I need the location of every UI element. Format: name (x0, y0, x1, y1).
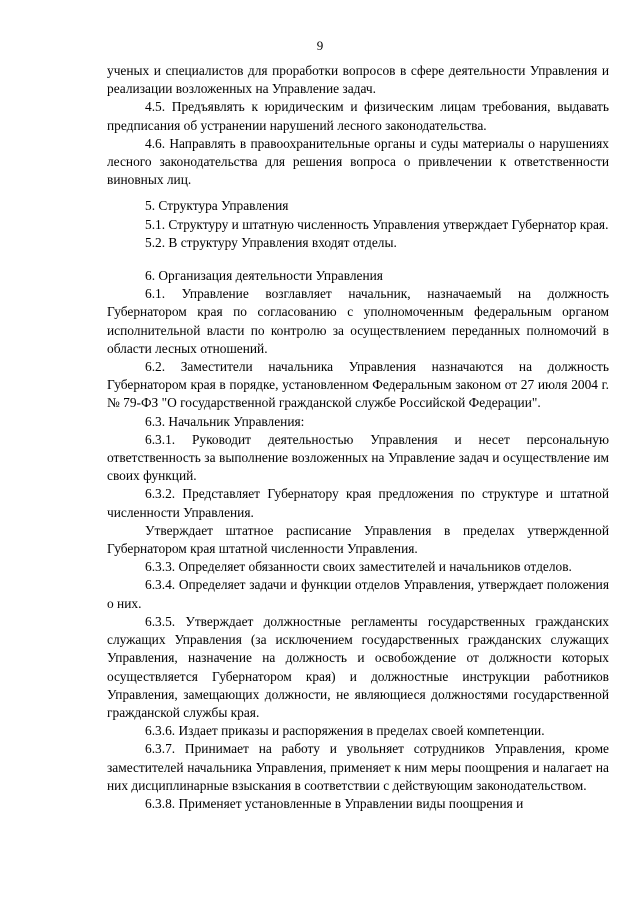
paragraph-6-3-1: 6.3.1. Руководит деятельностью Управления и несет персональную ответственность за выполнение возложенных на Управление задач и осуществление им своих функций. (107, 431, 609, 484)
paragraph-6-3-7: 6.3.7. Принимает на работу и увольняет сотрудников Управления, кроме заместителей начальника Управления, применяет к ним меры поощрения и налагает на них дисциплинарные взыскания в соответствии с действующим законодательством. (107, 741, 609, 793)
paragraph-6-3: 6.3. Начальник Управления: (145, 413, 305, 429)
paragraph-5-1: 5.1. Структуру и штатную численность Управления утверждает Губернатор края. (145, 216, 609, 232)
paragraph-4-5: 4.5. Предъявлять к юридическим и физическим лицам требования, выдавать предписания об устранении нарушений лесного законодательства. (107, 99, 609, 133)
section-heading-5: 5. Структура Управления (145, 198, 289, 214)
document-body (107, 62, 609, 813)
page-number: 9 (316, 38, 324, 53)
spacer (107, 189, 609, 197)
paragraph-6-3-2: 6.3.2. Представляет Губернатору края предложения по структуре и штатной численности Управления. (107, 486, 609, 520)
paragraph-6-3-6: 6.3.6. Издает приказы и распоряжения в пределах своей компетенции. (145, 723, 545, 739)
paragraph-6-3-3: 6.3.3. Определяет обязанности своих заместителей и начальников отделов. (145, 559, 572, 575)
paragraph-6-3-2-continuation: Утверждает штатное расписание Управления в пределах утвержденной Губернатором края штатной численности Управления. (107, 522, 609, 557)
paragraph-5-2: 5.2. В структуру Управления входят отделы. (145, 234, 397, 250)
paragraph-6-3-4: 6.3.4. Определяет задачи и функции отделов Управления, утверждает положения о них. (107, 577, 609, 611)
paragraph-6-1: 6.1. Управление возглавляет начальник, назначаемый на должность Губернатором края по согласованию с уполномоченным федеральным органом исполнительной власти по контролю за осуществлением переданных полномочий в области лесных отношений. (107, 286, 609, 356)
paragraph-6-3-5: 6.3.5. Утверждает должностные регламенты государственных гражданских служащих Управления (за исключением государственных гражданских служащих Управления, назначение на должность и освобождение от должности которых осуществляется Губернатором края) и должностные инструкции работников Управления, замещающих должности, не являющиеся должностями государственной гражданской службы края. (107, 613, 609, 720)
paragraph-4-6: 4.6. Направлять в правоохранительные органы и суды материалы о нарушениях лесного законодательства для решения вопроса о привлечении к ответственности виновных лиц. (107, 135, 609, 188)
paragraph-6-2: 6.2. Заместители начальника Управления назначаются на должность Губернатором края в порядке, установленном Федеральным законом от 27 июля 2004 г. № 79-ФЗ "О государственной гражданской службе Российской Федерации". (107, 359, 609, 411)
spacer (107, 252, 609, 267)
section-heading-6: 6. Организация деятельности Управления (145, 268, 383, 284)
paragraph-6-3-8: 6.3.8. Применяет установленные в Управлении виды поощрения и (145, 795, 524, 811)
paragraph-continuation: ученых и специалистов для проработки вопросов в сфере деятельности Управления и реализации возложенных на Управление задач. (107, 63, 609, 97)
